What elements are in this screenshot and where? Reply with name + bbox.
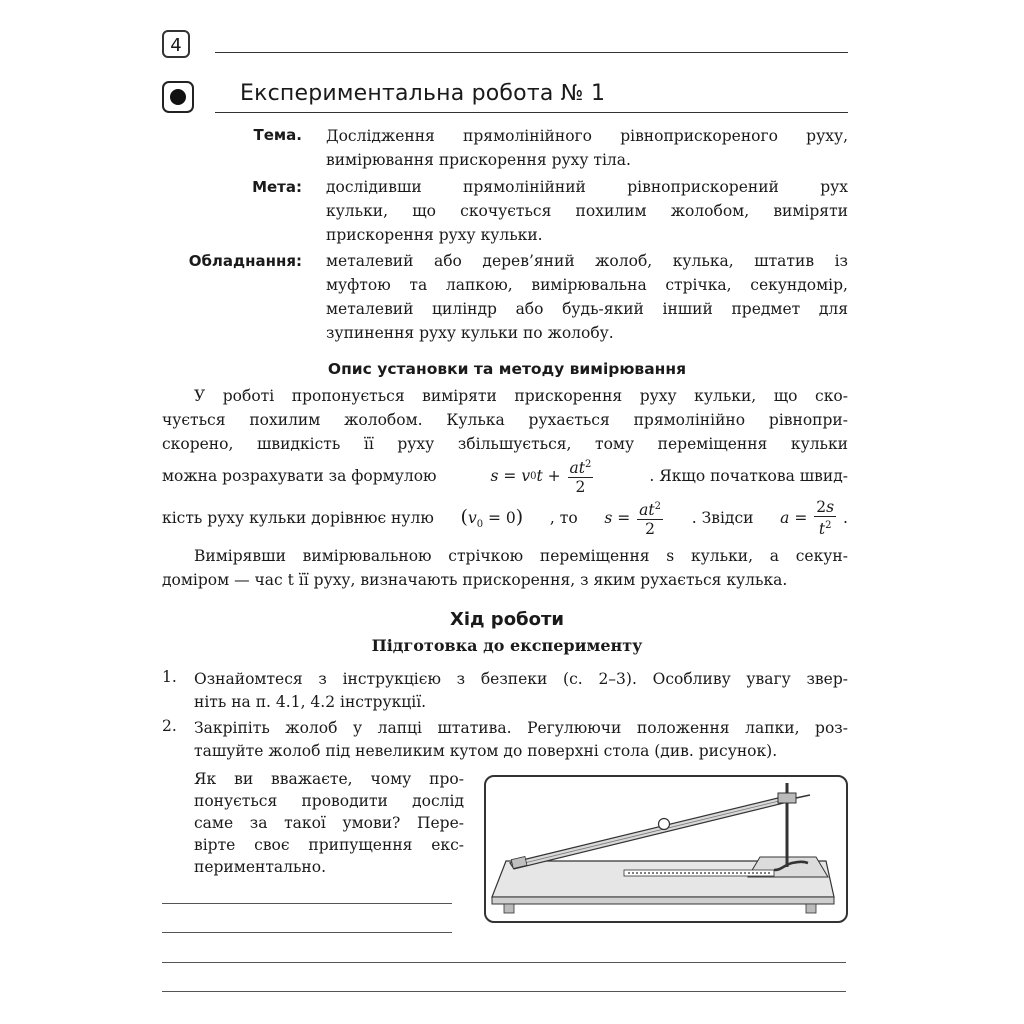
zero-start-formula: s = $\frac{at^2}{2}$	[604, 498, 665, 538]
method-line: скорено, швидкість її руху збільшується, тому переміщення кульки	[162, 435, 848, 453]
method-line: Вимірявши вимірювальною стрічкою переміщення s кульки, а секун-	[194, 547, 848, 565]
title-rule	[215, 112, 848, 113]
question-line: вірте своє припущення екс-	[194, 836, 464, 854]
item-number: 1.	[162, 668, 177, 686]
acceleration-formula: a = $\frac{2s}{t^2}$ .	[780, 497, 848, 539]
item-line: ташуйте жолоб під невеликим кутом до поверхні стола (див. рисунок).	[194, 742, 778, 760]
stand-clamp	[778, 793, 796, 803]
goal-text	[326, 175, 848, 247]
answer-line[interactable]	[162, 962, 846, 963]
table-leg	[504, 904, 514, 913]
method-paragraph-2	[162, 544, 848, 592]
item-number: 2.	[162, 717, 177, 735]
question-line: понується проводити дослід	[194, 792, 464, 810]
equipment-label: Обладнання:	[188, 252, 302, 270]
formula-text: кість руху кульки дорівнює нулю	[162, 509, 434, 527]
method-line: доміром — час t її руху, визначають прискорення, з яким рухається кулька.	[162, 571, 788, 589]
experiment-setup-figure	[484, 775, 848, 923]
question-line: саме за такої умови? Пере-	[194, 814, 464, 832]
item-line: ніть на п. 4.1, 4.2 інструкції.	[194, 693, 427, 711]
question-line: периментально.	[194, 858, 327, 876]
equipment-line: муфтою та лапкою, вимірювальна стрічка, секундомір,	[326, 276, 848, 294]
answer-line[interactable]	[162, 991, 846, 992]
procedure-subheading: Підготовка до експерименту	[371, 636, 643, 655]
answer-line[interactable]	[162, 932, 452, 933]
item-line: Ознайомтеся з інструкцією з безпеки (с. 2–3). Особливу увагу звер-	[194, 670, 848, 688]
table-leg	[806, 904, 816, 913]
topic-label: Тема.	[253, 126, 302, 144]
formula-text: . Звідси	[691, 509, 754, 527]
topic-line: Дослідження прямолінійного рівноприскореного руху,	[326, 127, 848, 145]
procedure-item	[162, 668, 848, 714]
experiment-marker-icon	[162, 81, 194, 113]
answer-line[interactable]	[162, 903, 452, 904]
method-line: чується похилим жолобом. Кулька рухається прямолінійно рівнопри-	[162, 411, 848, 429]
formula-text: . Якщо початкова швид-	[649, 467, 848, 485]
equipment-line: металевий циліндр або будь-який інший предмет для	[326, 300, 848, 318]
topic-text	[326, 124, 848, 172]
equipment-line: зупинення руху кульки по жолобу.	[326, 324, 614, 342]
method-line: У роботі пропонується виміряти прискорення руху кульки, що ско-	[194, 387, 848, 405]
topic-line: вимірювання прискорення руху тіла.	[326, 151, 631, 169]
item-line: Закріпіть жолоб у лапці штатива. Регулюючи положення лапки, роз-	[194, 719, 848, 737]
method-heading: Опис установки та методу вимірювання	[327, 360, 687, 378]
question-line: Як ви вважаєте, чому про-	[194, 770, 464, 788]
method-paragraph	[162, 384, 848, 456]
goal-line: прискорення руху кульки.	[326, 226, 543, 244]
procedure-item	[162, 717, 848, 763]
formula-text: можна розрахувати за формулою	[162, 467, 437, 485]
formula-line-2	[162, 496, 848, 540]
equipment-text	[326, 249, 848, 345]
formula-line-1	[162, 454, 848, 498]
inclined-groove-illustration	[486, 777, 846, 921]
goal-line: кульки, що скочується похилим жолобом, виміряти	[326, 202, 848, 220]
displacement-formula: s = v 0 t + $\frac{at^2}{2}$	[491, 456, 596, 496]
question-text	[194, 768, 464, 878]
ball	[659, 819, 670, 830]
goal-line: дослідивши прямолінійний рівноприскорений рух	[326, 178, 848, 196]
goal-label: Мета:	[252, 178, 302, 196]
equipment-line: металевий або дерев’яний жолоб, кулька, штатив із	[326, 252, 848, 270]
header-rule	[215, 52, 848, 53]
formula-text: , то	[549, 509, 578, 527]
page-number: 4	[162, 30, 190, 58]
procedure-heading: Хід роботи	[449, 609, 565, 630]
table-edge	[492, 897, 834, 904]
initial-velocity-formula: $(v_0 = 0)$	[460, 505, 524, 531]
section-title: Експериментальна робота № 1	[240, 81, 606, 106]
